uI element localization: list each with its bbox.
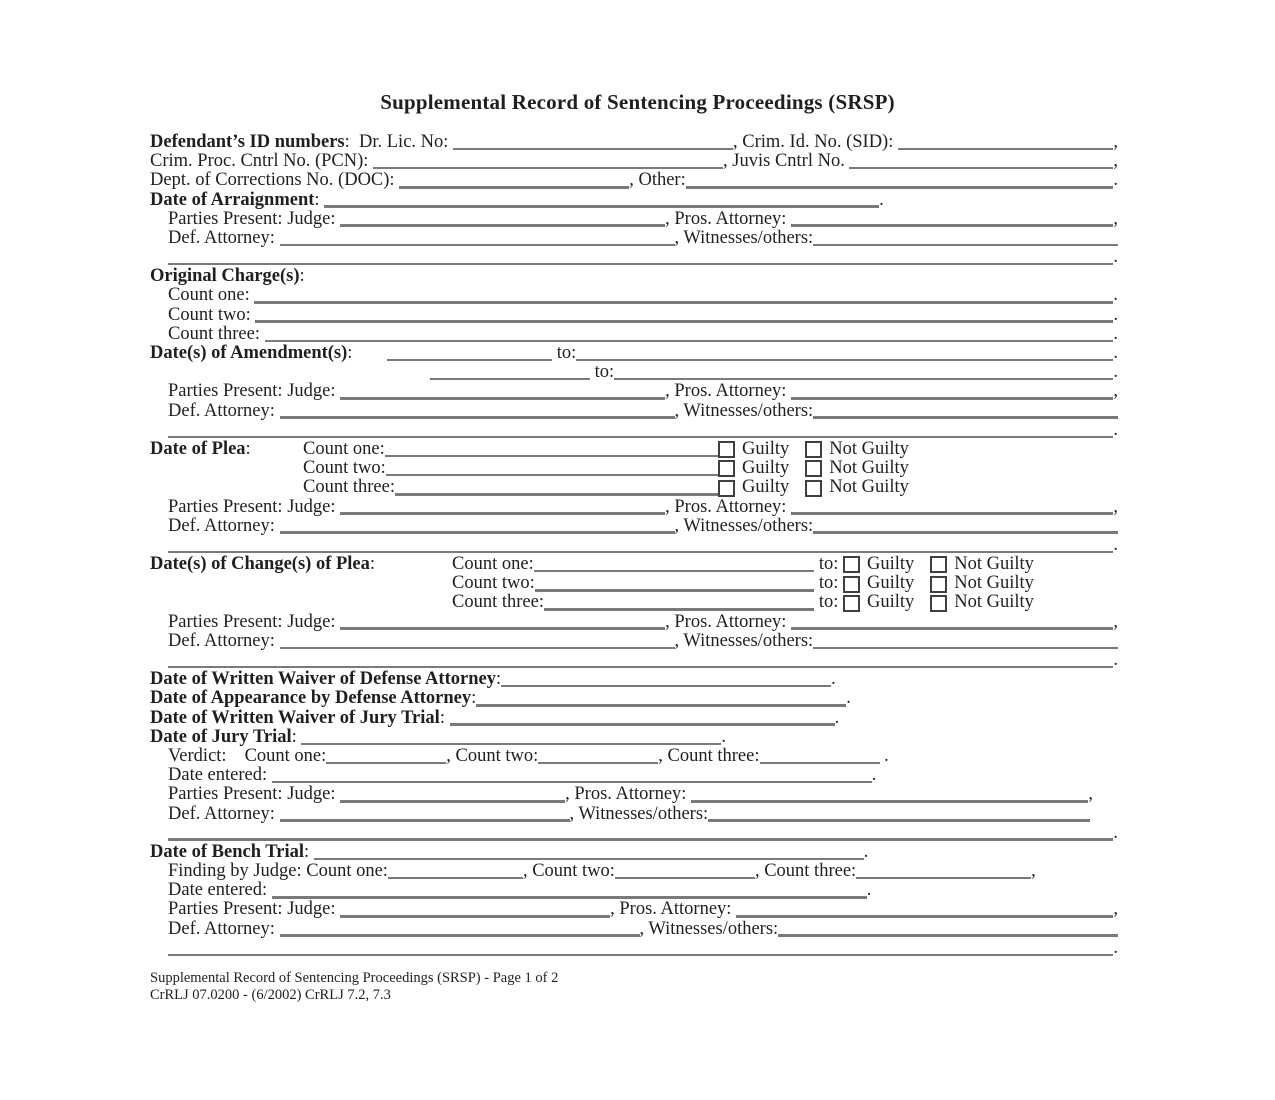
field-plea-def-attorney[interactable] — [280, 531, 675, 534]
plea-count-two-line — [150, 459, 1118, 478]
field-change-plea-count-three-date[interactable] — [544, 608, 814, 611]
text-label: , — [1088, 784, 1093, 805]
pcn-line — [150, 152, 1118, 171]
dates-of-change-of-plea-label: Date(s) of Change(s) of Plea — [150, 554, 370, 575]
date-entered-label: Date entered: — [168, 880, 272, 901]
field-doc-no[interactable] — [399, 186, 629, 189]
spacer — [789, 458, 805, 459]
text-label: . — [1113, 247, 1118, 268]
bench-parties-line — [150, 901, 1118, 920]
spacer — [822, 477, 829, 478]
date-written-waiver-jury-trial-label: Date of Written Waiver of Jury Trial — [150, 707, 440, 728]
field-arraignment-def-attorney[interactable] — [280, 244, 675, 247]
field-arraignment-date[interactable] — [324, 205, 879, 208]
checkbox-plea-count-one-guilty[interactable] — [718, 441, 735, 458]
checkbox-change-count-one-guilty[interactable] — [843, 556, 860, 573]
to-label: to: — [814, 554, 843, 575]
field-amendment-judge[interactable] — [340, 397, 665, 400]
text-label: , — [1113, 611, 1118, 632]
text-label: . — [846, 688, 851, 709]
field-change-plea-count-two-date[interactable] — [535, 589, 814, 592]
text-label: . — [1113, 362, 1118, 383]
footer-form-number: CrRLJ 07.0200 - (6/2002) CrRLJ 7.2, 7.3 — [150, 987, 391, 1004]
to-label: to: — [552, 343, 577, 364]
not-guilty-label: Not Guilty — [829, 438, 909, 459]
field-verdict-count-one[interactable] — [326, 762, 446, 765]
plea-continuation-line — [150, 536, 1118, 555]
text-label: . — [1113, 822, 1118, 843]
count-two-label: , Count two: — [446, 745, 539, 766]
field-bench-witnesses-continued[interactable] — [168, 954, 1113, 957]
not-guilty-label: Not Guilty — [954, 592, 1034, 613]
field-amendment-witnesses-continued[interactable] — [168, 436, 1113, 439]
change-of-plea-spacer-cell — [150, 574, 452, 593]
spacer — [947, 573, 954, 574]
text-label: : — [314, 189, 325, 210]
form-body — [150, 133, 1118, 958]
field-finding-count-two[interactable] — [615, 877, 755, 880]
field-jury-pros-attorney[interactable] — [691, 800, 1088, 803]
finding-by-judge-count-one-label: Finding by Judge: Count one: — [168, 861, 388, 882]
def-attorney-label: Def. Attorney: — [168, 515, 280, 536]
text-label: . — [866, 880, 872, 901]
field-amendment-pros-attorney[interactable] — [791, 397, 1113, 400]
checkbox-change-count-two-guilty[interactable] — [843, 576, 860, 593]
count-one-label: Count one: — [244, 745, 327, 766]
text-label: . — [1113, 285, 1118, 306]
not-guilty-label: Not Guilty — [954, 554, 1034, 575]
count-three-label: Count three: — [303, 477, 395, 498]
doc-line — [150, 171, 1118, 190]
text-label: : — [471, 688, 477, 709]
checkbox-plea-count-one-not-guilty[interactable] — [805, 441, 822, 458]
count-two-label: Count two: — [303, 458, 386, 479]
text-label: : — [347, 343, 358, 364]
pros-attorney-label: , Pros. Attorney: — [565, 784, 692, 805]
spacer — [860, 612, 867, 613]
change-plea-count-three-line — [150, 594, 1118, 613]
field-finding-count-three[interactable] — [856, 877, 1031, 880]
bench-date-entered-line — [150, 881, 1118, 900]
appearance-def-attorney-line — [150, 689, 1118, 708]
field-jury-def-attorney[interactable] — [280, 819, 570, 822]
guilty-label: Guilty — [867, 554, 915, 575]
bench-continuation-line — [150, 939, 1118, 958]
plea-count-one-line — [150, 440, 1118, 459]
count-three-label: Count three: — [168, 323, 265, 344]
text-label: . — [721, 726, 727, 747]
to-label: to: — [590, 362, 615, 383]
checkbox-change-count-three-guilty[interactable] — [843, 595, 860, 612]
checkbox-plea-count-two-guilty[interactable] — [718, 460, 735, 477]
field-plea-pros-attorney[interactable] — [791, 512, 1113, 515]
field-charge-count-three[interactable] — [265, 340, 1114, 343]
text-label: , — [1113, 496, 1118, 517]
parties-present-judge-label: Parties Present: Judge: — [168, 784, 341, 805]
guilty-label: Guilty — [867, 592, 915, 613]
count-one-label: Count one: — [303, 438, 385, 459]
text-label: , — [1031, 861, 1036, 882]
date-of-bench-trial-label: Date of Bench Trial — [150, 841, 304, 862]
change-plea-count-one-line — [150, 555, 1118, 574]
plea-parties-line — [150, 498, 1118, 517]
pcn-label: Crim. Proc. Cntrl No. (PCN): — [150, 151, 374, 172]
guilty-label: Guilty — [867, 573, 915, 594]
amendment-def-attorney-line — [150, 402, 1118, 421]
date-of-plea-label: Date of Plea — [150, 438, 246, 459]
field-verdict-count-two[interactable] — [538, 762, 658, 765]
to-label: to: — [814, 592, 843, 613]
field-jury-judge[interactable] — [340, 800, 565, 803]
field-arraignment-pros-attorney[interactable] — [791, 224, 1113, 227]
charge-count-three-line — [150, 325, 1118, 344]
text-label: : — [439, 707, 450, 728]
field-crim-id-sid[interactable] — [898, 148, 1113, 151]
field-appearance-def-attorney-date[interactable] — [476, 704, 846, 707]
field-jury-trial-date[interactable] — [301, 743, 721, 746]
witnesses-others-label: , Witnesses/others: — [674, 227, 814, 248]
date-entered-label: Date entered: — [168, 765, 272, 786]
field-juvis-cntrl-no[interactable] — [849, 167, 1113, 170]
checkbox-plea-count-three-guilty[interactable] — [718, 480, 735, 497]
date-appearance-def-attorney-label: Date of Appearance by Defense Attorney — [150, 688, 472, 709]
field-change-plea-count-one-date[interactable] — [534, 570, 815, 573]
spacer — [914, 593, 930, 594]
guilty-label: Guilty — [742, 458, 790, 479]
field-plea-witnesses[interactable] — [813, 531, 1118, 534]
field-charge-count-one[interactable] — [254, 301, 1113, 304]
field-arraignment-witnesses[interactable] — [813, 244, 1118, 247]
date-written-waiver-def-attorney-label: Date of Written Waiver of Defense Attorney — [150, 669, 496, 690]
plea-count-three-line — [150, 478, 1118, 497]
field-amendment-to-date-2[interactable] — [614, 378, 1113, 381]
text-label: . — [863, 841, 869, 862]
change-plea-def-attorney-line — [150, 632, 1118, 651]
text-label: . — [1113, 323, 1118, 344]
field-amendment-date-1[interactable] — [387, 359, 552, 362]
spacer — [789, 477, 805, 478]
count-one-label: Count one: — [452, 554, 534, 575]
dr-lic-no-label: : Dr. Lic. No: — [344, 131, 454, 152]
spacer — [822, 458, 829, 459]
spacer — [735, 458, 742, 459]
text-label: . — [1113, 304, 1118, 325]
jury-date-entered-line — [150, 766, 1118, 785]
field-verdict-count-three[interactable] — [760, 762, 880, 765]
arraignment-parties-line — [150, 210, 1118, 229]
witnesses-others-label: , Witnesses/others: — [569, 803, 709, 824]
pros-attorney-label: , Pros. Attorney: — [665, 208, 792, 229]
date-of-arraignment-line — [150, 191, 1118, 210]
field-jury-witnesses-continued[interactable] — [168, 838, 1113, 841]
date-of-plea-spacer-cell — [150, 459, 303, 478]
text-label: : — [299, 266, 305, 287]
text-label: : — [303, 841, 314, 862]
change-plea-parties-line — [150, 613, 1118, 632]
field-dr-lic-no[interactable] — [453, 148, 733, 151]
verdict-label: Verdict: — [168, 745, 227, 766]
spacer — [914, 612, 930, 613]
count-three-label: Count three: — [452, 592, 544, 613]
text-label: . — [1113, 170, 1118, 191]
spacer — [735, 477, 742, 478]
change-count-two-cell — [452, 574, 843, 593]
waiver-jury-trial-line — [150, 709, 1118, 728]
field-jury-date-entered[interactable] — [272, 781, 872, 784]
dates-of-amendment-label: Date(s) of Amendment(s) — [150, 343, 348, 364]
field-pcn[interactable] — [373, 167, 723, 170]
amendment-continuation-line — [150, 421, 1118, 440]
field-bench-witnesses[interactable] — [778, 934, 1118, 937]
field-change-plea-def-attorney[interactable] — [280, 647, 675, 650]
bench-trial-date-line — [150, 843, 1118, 862]
not-guilty-label: Not Guilty — [829, 477, 909, 498]
checkbox-change-count-one-not-guilty[interactable] — [930, 556, 947, 573]
def-attorney-label: Def. Attorney: — [168, 630, 280, 651]
id-numbers-line — [150, 133, 1118, 152]
text-label: , — [1113, 151, 1118, 172]
pros-attorney-label: , Pros. Attorney: — [665, 381, 792, 402]
parties-present-judge-label: Parties Present: Judge: — [168, 899, 341, 920]
plea-def-attorney-line — [150, 517, 1118, 536]
witnesses-others-label: , Witnesses/others: — [674, 630, 814, 651]
crim-id-sid-label: , Crim. Id. No. (SID): — [733, 131, 898, 152]
field-bench-def-attorney[interactable] — [280, 934, 640, 937]
field-change-plea-witnesses[interactable] — [813, 647, 1118, 650]
not-guilty-label: Not Guilty — [829, 458, 909, 479]
field-amendment-date-2[interactable] — [430, 378, 590, 381]
guilty-label: Guilty — [742, 477, 790, 498]
field-amendment-witnesses[interactable] — [813, 416, 1118, 419]
field-waiver-jury-trial-date[interactable] — [450, 723, 835, 726]
spacer — [860, 573, 867, 574]
checkbox-plea-count-two-not-guilty[interactable] — [805, 460, 822, 477]
plea-count-two-cell — [303, 459, 718, 478]
juvis-cntrl-label: , Juvis Cntrl No. — [723, 151, 850, 172]
parties-present-judge-label: Parties Present: Judge: — [168, 611, 341, 632]
field-change-plea-pros-attorney[interactable] — [791, 627, 1113, 630]
date-of-arraignment-label: Date of Arraignment — [150, 189, 315, 210]
field-plea-count-three-date[interactable] — [395, 493, 718, 496]
count-two-label: Count two: — [168, 304, 256, 325]
pros-attorney-label: , Pros. Attorney: — [610, 899, 737, 920]
jury-def-attorney-line — [150, 805, 1118, 824]
to-label: to: — [814, 573, 843, 594]
change-of-plea-label-cell — [150, 555, 452, 574]
field-arraignment-witnesses-continued[interactable] — [168, 263, 1113, 266]
arraignment-def-attorney-line — [150, 229, 1118, 248]
document-footer — [150, 970, 1125, 1004]
not-guilty-label: Not Guilty — [954, 573, 1034, 594]
field-arraignment-judge[interactable] — [340, 224, 665, 227]
field-charge-count-two[interactable] — [255, 320, 1113, 323]
field-amendment-def-attorney[interactable] — [280, 416, 675, 419]
defendants-id-numbers-label: Defendant’s ID numbers — [150, 131, 345, 152]
jury-continuation-line — [150, 824, 1118, 843]
text-label: , — [1113, 381, 1118, 402]
text-label: : — [245, 438, 251, 459]
amendment-parties-line — [150, 382, 1118, 401]
text-label: : — [495, 669, 502, 690]
parties-present-judge-label: Parties Present: Judge: — [168, 496, 341, 517]
checkbox-change-count-three-not-guilty[interactable] — [930, 595, 947, 612]
spacer — [914, 573, 930, 574]
parties-present-judge-label: Parties Present: Judge: — [168, 381, 341, 402]
charge-count-two-line — [150, 306, 1118, 325]
text-label: : — [291, 726, 302, 747]
spacer — [822, 497, 829, 498]
change-plea-continuation-line — [150, 651, 1118, 670]
amendment-dates-line — [150, 344, 1118, 363]
footer-form-title: Supplemental Record of Sentencing Proceedings (SRSP) - Page 1 of 2 — [150, 970, 559, 987]
text-label: . — [879, 189, 884, 210]
parties-present-judge-label: Parties Present: Judge: — [168, 208, 341, 229]
field-plea-count-two-date[interactable] — [386, 474, 718, 477]
witnesses-others-label: , Witnesses/others: — [639, 918, 779, 939]
def-attorney-label: Def. Attorney: — [168, 227, 280, 248]
text-label: . — [834, 707, 840, 728]
change-count-three-cell — [452, 594, 843, 613]
witnesses-others-label: , Witnesses/others: — [674, 515, 814, 536]
count-one-label: Count one: — [168, 285, 255, 306]
field-bench-pros-attorney[interactable] — [736, 915, 1113, 918]
field-change-plea-judge[interactable] — [340, 627, 665, 630]
charge-count-one-line — [150, 287, 1118, 306]
spacer — [947, 612, 954, 613]
guilty-label: Guilty — [742, 438, 790, 459]
count-three-label: , Count three: — [754, 861, 857, 882]
document-title: Supplemental Record of Sentencing Proceedings (SRSP) — [380, 90, 895, 114]
arraignment-continuation-line — [150, 248, 1118, 267]
date-of-plea-label-cell — [150, 440, 303, 459]
date-of-plea-spacer-cell — [150, 478, 303, 497]
text-label: . — [1113, 419, 1118, 440]
def-attorney-label: Def. Attorney: — [168, 400, 280, 421]
spacer — [947, 593, 954, 594]
field-other-id[interactable] — [686, 186, 1114, 189]
checkbox-plea-count-three-not-guilty[interactable] — [805, 480, 822, 497]
spacer — [357, 362, 387, 363]
field-bench-trial-date[interactable] — [314, 858, 864, 861]
text-label: , — [1113, 208, 1118, 229]
plea-count-three-cell — [303, 478, 718, 497]
jury-parties-line — [150, 785, 1118, 804]
original-charges-heading — [150, 267, 1118, 286]
change-of-plea-spacer-cell — [150, 594, 452, 613]
date-of-jury-trial-label: Date of Jury Trial — [150, 726, 292, 747]
field-bench-judge[interactable] — [340, 915, 610, 918]
text-label: . — [1113, 937, 1118, 958]
def-attorney-label: Def. Attorney: — [168, 918, 280, 939]
field-bench-date-entered[interactable] — [272, 896, 867, 899]
change-count-one-cell — [452, 555, 843, 574]
other-label: , Other: — [629, 170, 686, 191]
spacer — [860, 593, 867, 594]
text-label: . — [1113, 534, 1118, 555]
text-label: . — [871, 765, 877, 786]
field-jury-witnesses[interactable] — [708, 819, 1090, 822]
text-label: . — [831, 669, 836, 690]
field-amendment-to-date-1[interactable] — [576, 359, 1113, 362]
pros-attorney-label: , Pros. Attorney: — [665, 496, 792, 517]
field-finding-count-one[interactable] — [388, 877, 523, 880]
text-label: . — [1113, 343, 1118, 364]
def-attorney-label: Def. Attorney: — [168, 803, 280, 824]
doc-label: Dept. of Corrections No. (DOC): — [150, 170, 400, 191]
jury-verdict-line — [150, 747, 1118, 766]
text-label: , — [1113, 131, 1118, 152]
bench-finding-line — [150, 862, 1118, 881]
field-change-plea-witnesses-continued[interactable] — [168, 666, 1113, 669]
spacer — [789, 497, 805, 498]
bench-def-attorney-line — [150, 920, 1118, 939]
count-two-label: , Count two: — [522, 861, 615, 882]
count-two-label: Count two: — [452, 573, 535, 594]
count-three-label: , Count three: — [658, 745, 760, 766]
text-label: . — [1113, 650, 1118, 671]
plea-count-one-cell — [303, 440, 718, 459]
jury-trial-date-line — [150, 728, 1118, 747]
checkbox-change-count-two-not-guilty[interactable] — [930, 576, 947, 593]
pros-attorney-label: , Pros. Attorney: — [665, 611, 792, 632]
field-plea-witnesses-continued[interactable] — [168, 551, 1113, 554]
original-charges-label: Original Charge(s) — [150, 266, 300, 287]
amendment-dates-line-2 — [150, 363, 1118, 382]
waiver-def-attorney-line — [150, 670, 1118, 689]
witnesses-others-label: , Witnesses/others: — [674, 400, 814, 421]
field-waiver-def-attorney-date[interactable] — [501, 685, 831, 688]
text-label: : — [369, 554, 376, 575]
change-plea-count-two-line — [150, 574, 1118, 593]
text-label: , — [1113, 899, 1118, 920]
field-plea-judge[interactable] — [340, 512, 665, 515]
text-label: . — [879, 745, 889, 766]
field-plea-count-one-date[interactable] — [385, 455, 718, 458]
